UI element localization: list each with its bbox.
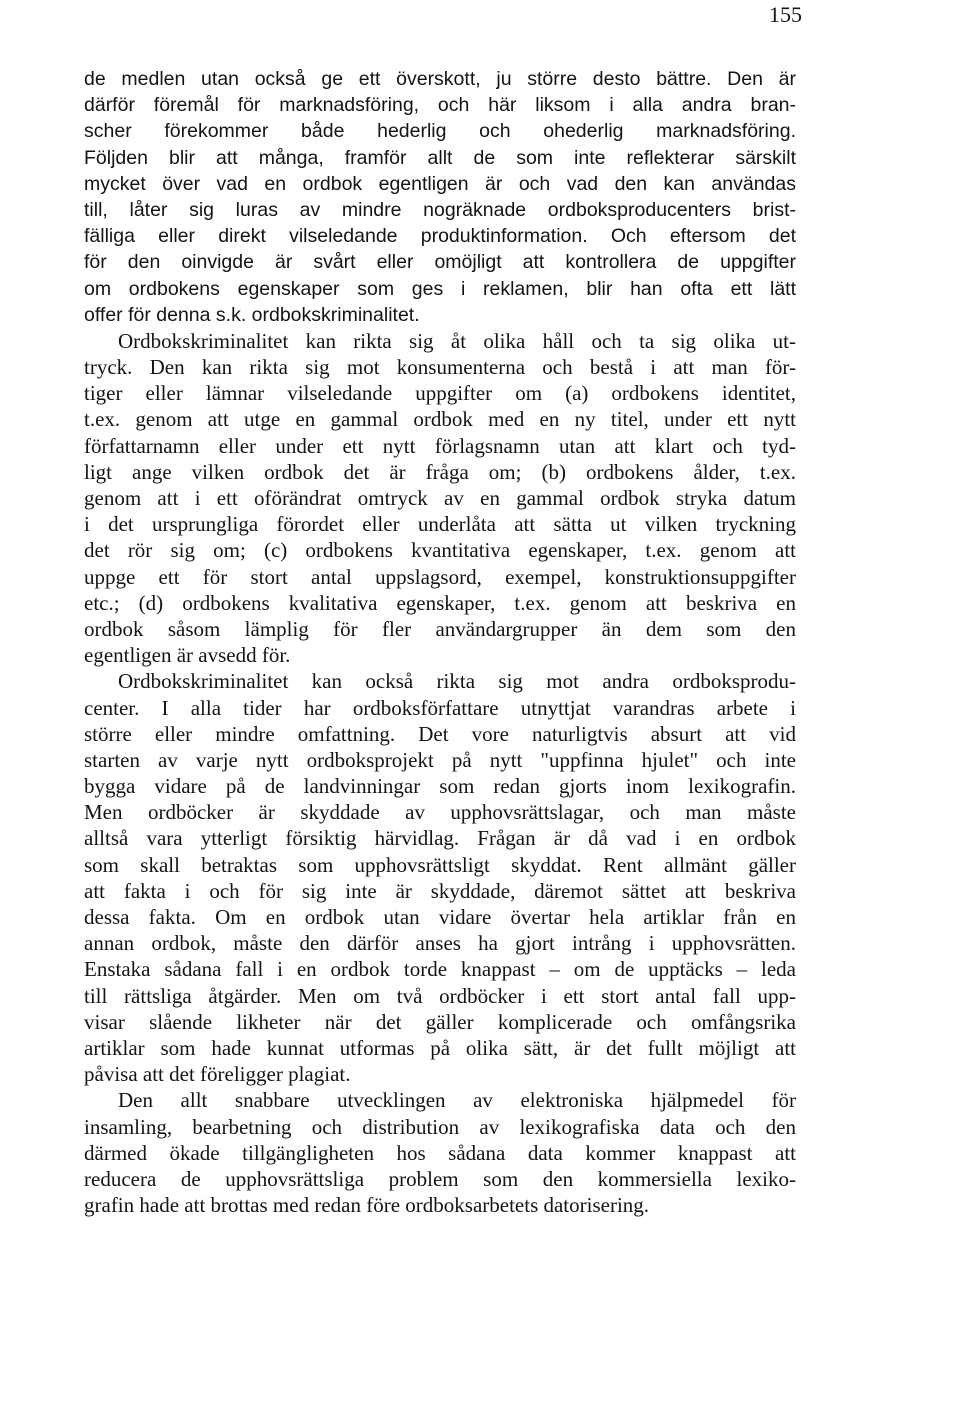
text-line: påvisa att det föreligger plagiat. [84, 1062, 351, 1087]
text-line: egentligen är avsedd för. [84, 643, 291, 668]
text-line: tiger eller lämnar vilseledande uppgifter om (a) ordbokens identitet, [84, 381, 796, 406]
text-line: att fakta i och för sig inte är skyddade, däremot sättet att beskriva [84, 878, 796, 903]
text-line: Ordbokskriminalitet kan rikta sig åt olika håll och ta sig olika ut- [118, 328, 796, 353]
page-number: 155 [769, 2, 802, 27]
text-line: till, låter sig luras av mindre nogräknade ordboksproducenters brist- [84, 198, 796, 221]
text-line: de medlen utan också ge ett överskott, ju större desto bättre. Den är [84, 68, 796, 90]
text-line: scher förekommer både hederlig och ohederlig marknadsföring. [84, 120, 796, 143]
text-line: författarnamn eller under ett nytt förlagsnamn utan att klart och tyd- [84, 433, 796, 458]
paragraph [84, 1087, 796, 1218]
paragraph [84, 668, 796, 1087]
text-line: etc.; (d) ordbokens kvalitativa egenskaper, t.ex. genom att beskriva en [84, 590, 796, 615]
body-text [84, 66, 796, 1218]
text-line: offer för denna s.k. ordbokskriminalitet. [84, 303, 420, 326]
text-line: artiklar som hade kunnat utformas på olika sätt, är det fullt möjligt att [84, 1035, 796, 1060]
text-line: mycket över vad en ordbok egentligen är och vad den kan användas [84, 172, 796, 195]
text-line: Följden blir att många, framför allt de som inte reflekterar särskilt [84, 146, 796, 169]
paragraph [84, 328, 796, 668]
text-line: Den allt snabbare utvecklingen av elektroniska hjälpmedel för [118, 1088, 796, 1113]
text-line: ordbok såsom lämplig för fler användargrupper än dem som den [84, 616, 796, 641]
text-line: alltså vara ytterligt försiktig härvidlag. Frågan är då vad i en ordbok [84, 826, 796, 851]
text-line: för den oinvigde är svårt eller omöjligt att kontrollera de uppgifter [84, 251, 796, 274]
text-line: det rör sig om; (c) ordbokens kvantitativa egenskaper, t.ex. genom att [84, 538, 796, 563]
text-line: om ordbokens egenskaper som ges i reklamen, blir han ofta ett lätt [84, 277, 796, 300]
text-line: större eller mindre omfattning. Det vore naturligtvis absurt att vid [84, 721, 796, 746]
text-line: därför föremål för marknadsföring, och här liksom i alla andra bran- [84, 94, 796, 117]
text-line: Ordbokskriminalitet kan också rikta sig mot andra ordboksprodu- [118, 669, 796, 694]
text-line: starten av varje nytt ordboksprojekt på nytt "uppfinna hjulet" och inte [84, 747, 796, 772]
text-line: grafin hade att brottas med redan före ordboksarbetets datorisering. [84, 1193, 650, 1218]
text-line: därmed ökade tillgängligheten hos sådana data kommer knappast att [84, 1140, 796, 1165]
text-line: Men ordböcker är skyddade av upphovsrättslagar, och man måste [84, 800, 796, 825]
text-line: tryck. Den kan rikta sig mot konsumenterna och bestå i att man för- [84, 355, 796, 380]
text-line: bygga vidare på de landvinningar som redan gjorts inom lexikografin. [84, 774, 796, 799]
text-line: ligt ange vilken ordbok det är fråga om; (b) ordbokens ålder, t.ex. [84, 459, 796, 484]
text-line: Enstaka sådana fall i en ordbok torde knappast – om de upptäcks – leda [84, 957, 796, 982]
text-line: reducera de upphovsrättsliga problem som den kommersiella lexiko- [84, 1166, 796, 1191]
text-line: som skall betraktas som upphovsrättsligt skyddat. Rent allmänt gäller [84, 852, 796, 877]
text-line: center. I alla tider har ordboksförfattare utnyttjat varandras arbete i [84, 695, 796, 720]
text-line: annan ordbok, måste den därför anses ha gjort intrång i upphovsrätten. [84, 931, 796, 956]
text-line: t.ex. genom att utge en gammal ordbok med en ny titel, under ett nytt [84, 407, 796, 432]
text-line: i det ursprungliga förordet eller underlåta att sätta ut vilken tryckning [84, 512, 796, 537]
text-line: dessa fakta. Om en ordbok utan vidare övertar hela artiklar från en [84, 905, 796, 929]
text-line: uppge ett för stort antal uppslagsord, exempel, konstruktionsuppgifter [84, 564, 796, 589]
text-line: till rättsliga åtgärder. Men om två ordböcker i ett stort antal fall upp- [84, 983, 796, 1008]
text-line: insamling, bearbetning och distribution av lexikografiska data och den [84, 1114, 796, 1139]
text-line: visar slående likheter när det gäller komplicerade och omfångsrika [84, 1009, 796, 1034]
text-line: genom att i ett oförändrat omtryck av en gammal ordbok stryka datum [84, 486, 796, 510]
text-line: fälliga eller direkt vilseledande produktinformation. Och eftersom det [84, 225, 796, 248]
paragraph [84, 66, 796, 328]
